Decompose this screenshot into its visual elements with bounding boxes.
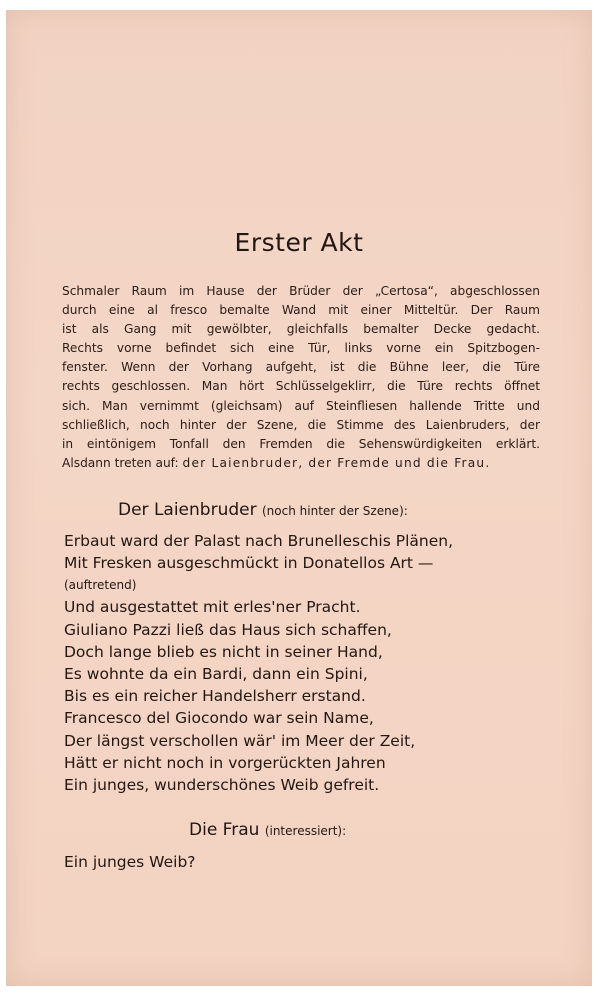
verse-line: Francesco del Giocondo war sein Name, bbox=[64, 709, 374, 728]
book-page bbox=[6, 10, 592, 986]
verse-line: Es wohnte da ein Bardi, dann ein Spini, bbox=[64, 665, 368, 684]
verse-line: Bis es ein reicher Handelsherr erstand. bbox=[64, 687, 366, 706]
stage-direction-line: fenster. Wenn der Vorhang aufgeht, ist die Bühne leer, die Türe bbox=[62, 360, 540, 375]
speaker-heading bbox=[189, 820, 346, 840]
verse-block bbox=[64, 530, 534, 796]
speaker-heading bbox=[118, 500, 408, 520]
verse-line: Und ausgestattet mit erles'ner Pracht. bbox=[64, 598, 361, 617]
entrance-prefix: Alsdann treten auf: bbox=[62, 455, 179, 470]
verse-line: Mit Fresken ausgeschmückt in Donatellos Art — bbox=[64, 554, 434, 573]
verse-line: Der längst verschollen wär' im Meer der Zeit, bbox=[64, 731, 416, 750]
stage-direction-line: in eintönigem Tonfall den Fremden die Sehenswürdigkeiten erklärt. bbox=[62, 436, 540, 451]
speaker-direction: (noch hinter der Szene): bbox=[262, 504, 408, 518]
stage-direction-line: sich. Man vernimmt (gleichsam) auf Steinfliesen hallende Tritte und bbox=[62, 398, 540, 413]
verse-line: Doch lange blieb es nicht in seiner Hand, bbox=[64, 642, 383, 661]
verse-line: Hätt er nicht noch in vorgerückten Jahren bbox=[64, 753, 386, 772]
stage-direction-line: schließlich, noch hinter der Szene, die Stimme des Laienbruders, der bbox=[62, 417, 540, 432]
verse-line: Ein junges, wunderschönes Weib gefreit. bbox=[64, 776, 380, 795]
inline-stage-direction: (auftretend) bbox=[64, 578, 137, 593]
stage-direction-line: Rechts vorne befindet sich eine Tür, links vorne ein Spitzbogen- bbox=[62, 341, 540, 356]
stage-direction-line: ist als Gang mit gewölbter, gleichfalls bemalter Decke gedacht. bbox=[62, 322, 540, 337]
stage-direction-line: rechts geschlossen. Man hört Schlüsselgeklirr, die Türe rechts öffnet bbox=[62, 379, 540, 394]
verse-line: Giuliano Pazzi ließ das Haus sich schaffen, bbox=[64, 620, 392, 639]
stage-direction-last-line bbox=[62, 454, 540, 473]
stage-direction-line: durch eine al fresco bemalte Wand mit einer Mitteltür. Der Raum bbox=[62, 303, 540, 318]
act-title: Erster Akt bbox=[234, 228, 364, 257]
speaker-name: Die Frau bbox=[189, 820, 260, 840]
verse-line: Ein junges Weib? bbox=[64, 853, 196, 871]
verse-line: Erbaut ward der Palast nach Brunelleschis Plänen, bbox=[64, 532, 454, 550]
speaker-direction: (interessiert): bbox=[264, 824, 347, 838]
speaker-name: Der Laienbruder bbox=[118, 500, 257, 520]
entrance-characters: der Laienbruder, der Fremde und die Frau. bbox=[182, 455, 491, 470]
stage-direction-line: Schmaler Raum im Hause der Brüder der „Certosa“, abgeschlossen bbox=[62, 284, 540, 298]
stage-direction bbox=[62, 282, 540, 473]
